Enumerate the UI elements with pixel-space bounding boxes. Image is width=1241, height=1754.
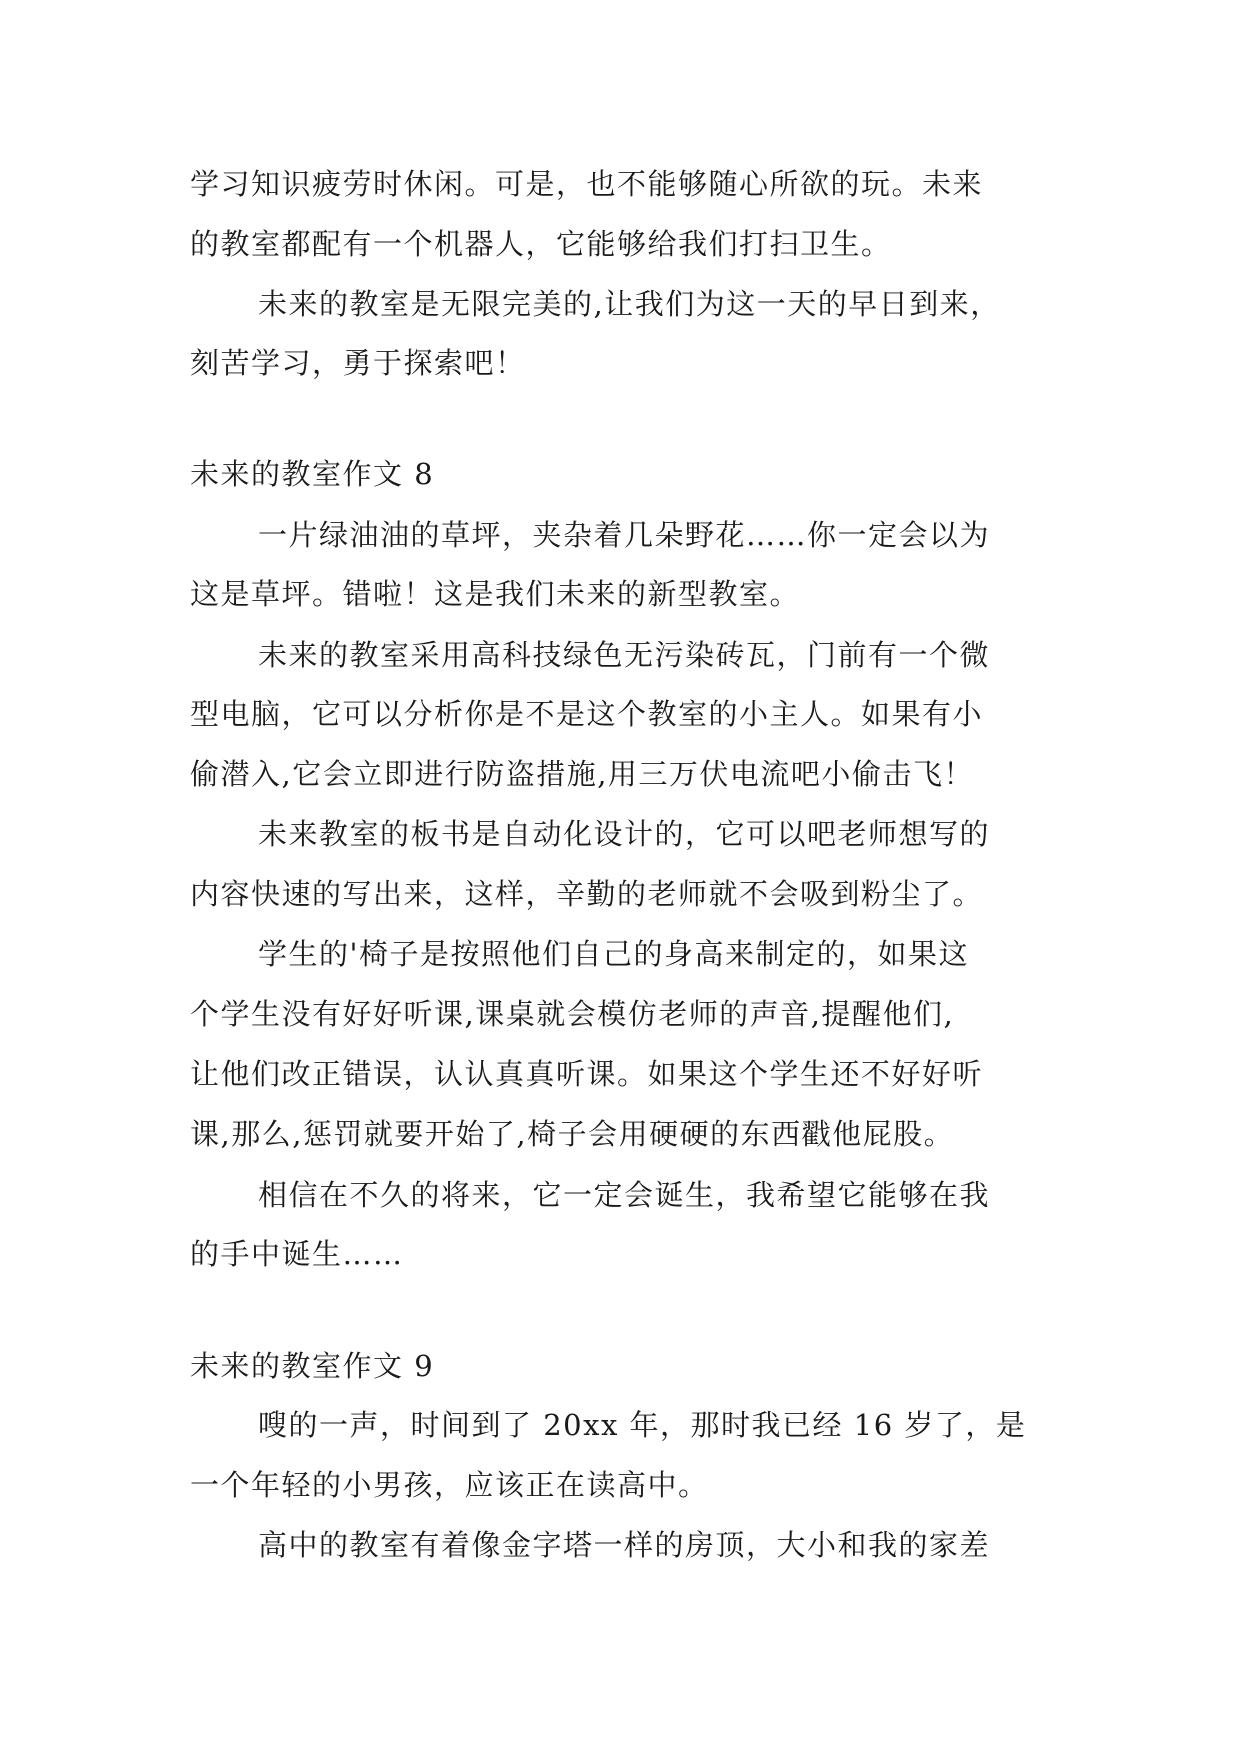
paragraph-line: 一片绿油油的草坪，夹杂着几朵野花……你一定会以为 [258,518,991,552]
paragraph-line: 这是草坪。错啦！这是我们未来的新型教室。 [190,577,801,611]
paragraph-line: 未来的教室是无限完美的,让我们为这一天的早日到来， [258,287,1001,321]
paragraph-line: 个学生没有好好听课,课桌就会模仿老师的声音,提醒他们, [190,997,955,1031]
paragraph-line: 的手中诞生…… [190,1237,404,1271]
paragraph-line: 刻苦学习，勇于探索吧！ [190,346,526,380]
paragraph-line: 学生的'椅子是按照他们自己的身高来制定的，如果这 [258,937,969,971]
paragraph-line: 嗖的一声，时间到了 20xx 年，那时我已经 16 岁了，是 [258,1408,1027,1442]
paragraph-line: 型电脑，它可以分析你是不是这个教室的小主人。如果有小 [190,697,984,731]
paragraph-line: 未来的教室采用高科技绿色无污染砖瓦，门前有一个微 [258,638,991,672]
paragraph-line: 学习知识疲劳时休闲。可是，也不能够随心所欲的玩。未来 [190,167,984,201]
paragraph-line: 内容快速的写出来，这样，辛勤的老师就不会吸到粉尘了。 [190,877,984,911]
paragraph-line: 课,那么,惩罚就要开始了,椅子会用硬硬的东西戳他屁股。 [190,1117,955,1151]
section-heading: 未来的教室作文 9 [190,1349,435,1383]
paragraph-line: 偷潜入,它会立即进行防盗措施,用三万伏电流吧小偷击飞！ [190,757,974,791]
paragraph-line: 让他们改正错误，认认真真听课。如果这个学生还不好好听 [190,1057,984,1091]
paragraph-line: 相信在不久的将来，它一定会诞生，我希望它能够在我 [258,1178,991,1212]
section-heading: 未来的教室作文 8 [190,457,435,491]
paragraph-line: 高中的教室有着像金字塔一样的房顶，大小和我的家差 [258,1528,991,1562]
paragraph-line: 未来教室的板书是自动化设计的，它可以吧老师想写的 [258,817,991,851]
paragraph-line: 一个年轻的小男孩，应该正在读高中。 [190,1468,709,1502]
paragraph-line: 的教室都配有一个机器人，它能够给我们打扫卫生。 [190,227,892,261]
